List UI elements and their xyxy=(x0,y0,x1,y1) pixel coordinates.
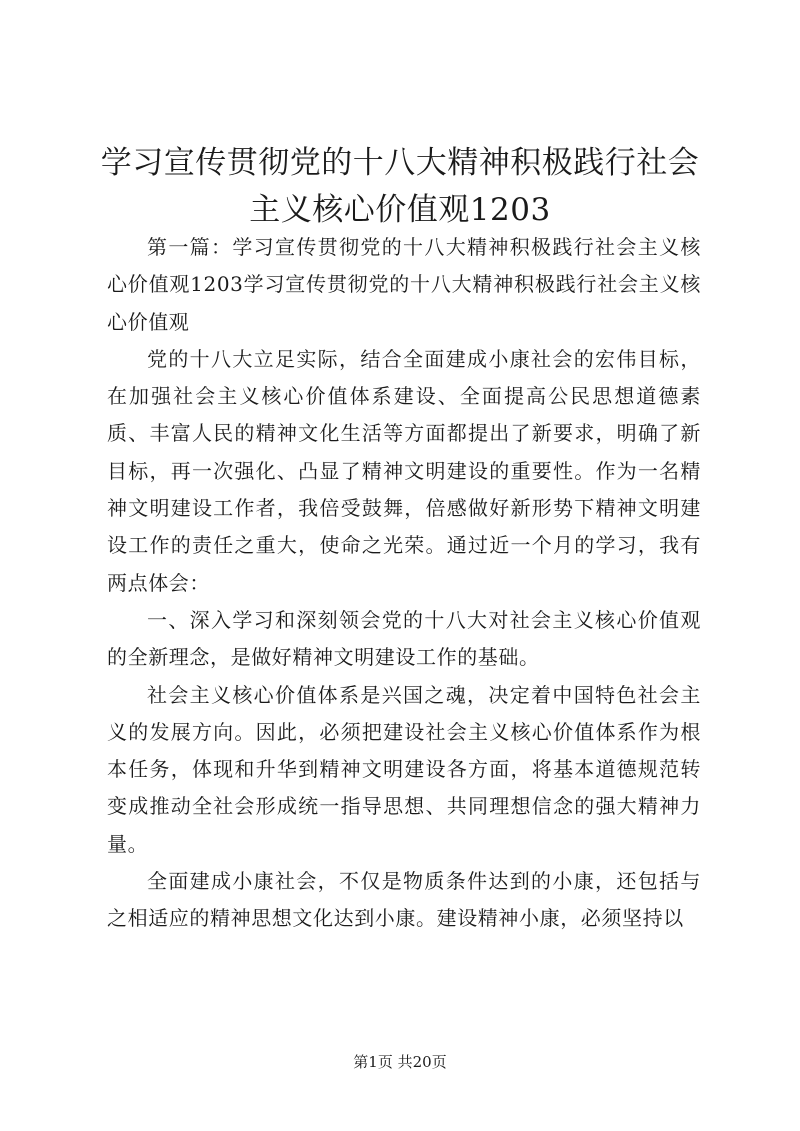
document-title: 学习宣传贯彻党的十八大精神积极践行社会主义核心价值观1203 xyxy=(100,145,700,228)
document-body xyxy=(107,229,701,938)
paragraph: 全面建成小康社会，不仅是物质条件达到的小康，还包括与之相适应的精神思想文化达到小康。建设精神小康，必须坚持以 xyxy=(107,869,701,931)
paragraph: 社会主义核心价值体系是兴国之魂，决定着中国特色社会主义的发展方向。因此，必须把建设社会主义核心价值体系作为根本任务，体现和升华到精神文明建设各方面，将基本道德规范转变成推动全社会形成统一指导思想、共同理想信念的强大精神力量。 xyxy=(107,682,701,856)
paragraph: 党的十八大立足实际，结合全面建成小康社会的宏伟目标，在加强社会主义核心价值体系建设、全面提高公民思想道德素质、丰富人民的精神文化生活等方面都提出了新要求，明确了新目标，再一次强化、凸显了精神文明建设的重要性。作为一名精神文明建设工作者，我倍受鼓舞，倍感做好新形势下精神文明建设工作的责任之重大，使命之光荣。通过近一个月的学习，我有两点体会： xyxy=(107,346,701,595)
paragraph: 第一篇：学习宣传贯彻党的十八大精神积极践行社会主义核心价值观1203学习宣传贯彻党的十八大精神积极践行社会主义核心价值观 xyxy=(107,235,701,334)
paragraph: 一、深入学习和深刻领会党的十八大对社会主义核心价值观的全新理念，是做好精神文明建设工作的基础。 xyxy=(107,607,701,670)
page-footer: 第1页 共20页 xyxy=(353,1053,447,1071)
